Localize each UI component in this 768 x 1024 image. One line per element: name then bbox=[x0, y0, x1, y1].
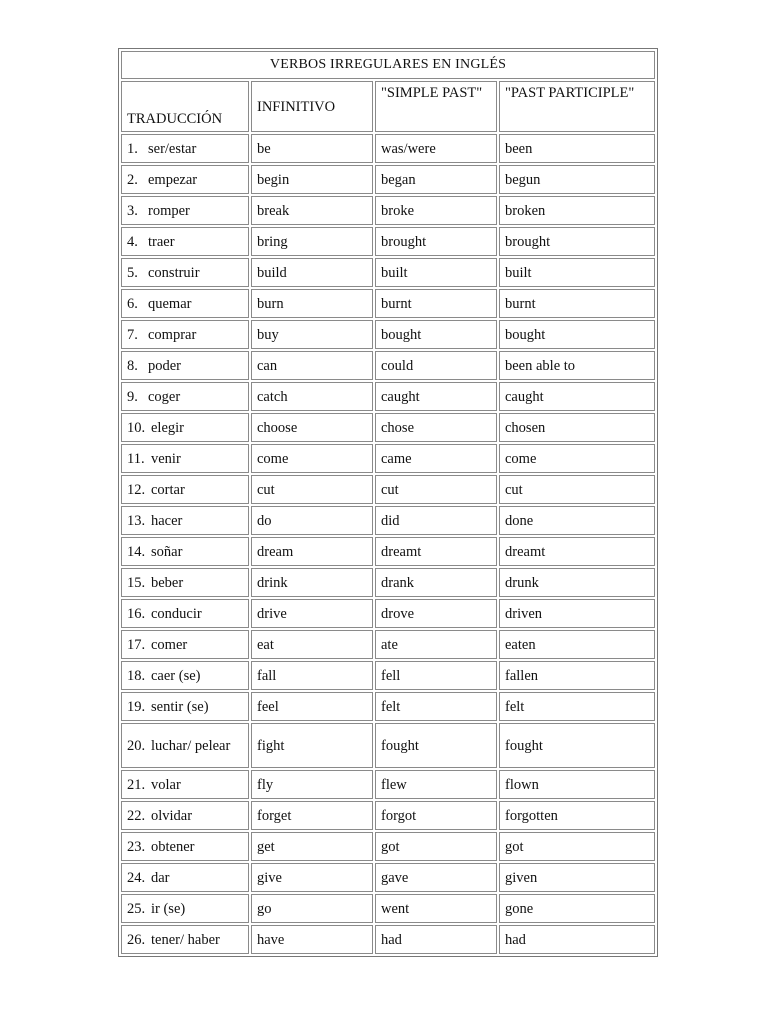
cell-traduccion bbox=[121, 196, 249, 225]
cell-past-participle: drunk bbox=[499, 568, 655, 597]
row-number: 26. bbox=[127, 931, 146, 948]
cell-traduccion bbox=[121, 692, 249, 721]
cell-past-participle: caught bbox=[499, 382, 655, 411]
cell-simple-past: felt bbox=[375, 692, 497, 721]
cell-infinitivo: have bbox=[251, 925, 373, 954]
traduccion-wrap bbox=[127, 606, 243, 622]
cell-simple-past: bought bbox=[375, 320, 497, 349]
row-number: 24. bbox=[127, 869, 146, 886]
cell-simple-past: was/were bbox=[375, 134, 497, 163]
cell-simple-past: cut bbox=[375, 475, 497, 504]
cell-traduccion bbox=[121, 863, 249, 892]
cell-past-participle: broken bbox=[499, 196, 655, 225]
traduccion-wrap bbox=[127, 141, 243, 157]
traduccion-text: ser/estar bbox=[148, 140, 197, 157]
cell-traduccion bbox=[121, 537, 249, 566]
cell-infinitivo: feel bbox=[251, 692, 373, 721]
row-number: 19. bbox=[127, 698, 146, 715]
row-number: 15. bbox=[127, 574, 146, 591]
cell-simple-past: caught bbox=[375, 382, 497, 411]
table-row bbox=[121, 832, 655, 861]
header-simple-past: "SIMPLE PAST" bbox=[375, 81, 497, 132]
row-number: 23. bbox=[127, 838, 146, 855]
traduccion-wrap bbox=[127, 839, 243, 855]
cell-infinitivo: begin bbox=[251, 165, 373, 194]
row-number: 3. bbox=[127, 202, 138, 219]
traduccion-wrap bbox=[127, 358, 243, 374]
cell-simple-past: brought bbox=[375, 227, 497, 256]
cell-infinitivo: bring bbox=[251, 227, 373, 256]
cell-traduccion bbox=[121, 832, 249, 861]
row-number: 16. bbox=[127, 605, 146, 622]
cell-traduccion bbox=[121, 723, 249, 768]
traduccion-text: conducir bbox=[151, 605, 202, 622]
row-number: 5. bbox=[127, 264, 138, 281]
cell-simple-past: broke bbox=[375, 196, 497, 225]
cell-past-participle: brought bbox=[499, 227, 655, 256]
row-number: 4. bbox=[127, 233, 138, 250]
traduccion-wrap bbox=[127, 544, 243, 560]
traduccion-text: olvidar bbox=[151, 807, 193, 824]
cell-infinitivo: catch bbox=[251, 382, 373, 411]
cell-infinitivo: build bbox=[251, 258, 373, 287]
traduccion-text: venir bbox=[151, 450, 181, 467]
traduccion-text: elegir bbox=[151, 419, 185, 436]
traduccion-wrap bbox=[127, 420, 243, 436]
cell-traduccion bbox=[121, 506, 249, 535]
table-row bbox=[121, 258, 655, 287]
table-row bbox=[121, 568, 655, 597]
header-infinitivo: INFINITIVO bbox=[251, 81, 373, 132]
cell-simple-past: drove bbox=[375, 599, 497, 628]
cell-simple-past: burnt bbox=[375, 289, 497, 318]
cell-simple-past: ate bbox=[375, 630, 497, 659]
traduccion-wrap bbox=[127, 777, 243, 793]
table-row bbox=[121, 925, 655, 954]
traduccion-wrap bbox=[127, 738, 243, 754]
traduccion-wrap bbox=[127, 668, 243, 684]
cell-past-participle: done bbox=[499, 506, 655, 535]
cell-simple-past: began bbox=[375, 165, 497, 194]
cell-traduccion bbox=[121, 894, 249, 923]
cell-infinitivo: cut bbox=[251, 475, 373, 504]
table-row bbox=[121, 196, 655, 225]
cell-simple-past: gave bbox=[375, 863, 497, 892]
table-title: VERBOS IRREGULARES EN INGLÉS bbox=[121, 51, 655, 79]
cell-simple-past: fought bbox=[375, 723, 497, 768]
cell-infinitivo: choose bbox=[251, 413, 373, 442]
cell-traduccion bbox=[121, 444, 249, 473]
table-row bbox=[121, 134, 655, 163]
table-row bbox=[121, 723, 655, 768]
cell-infinitivo: go bbox=[251, 894, 373, 923]
traduccion-text: tener/ haber bbox=[151, 931, 220, 948]
cell-past-participle: driven bbox=[499, 599, 655, 628]
cell-past-participle: given bbox=[499, 863, 655, 892]
traduccion-wrap bbox=[127, 870, 243, 886]
traduccion-wrap bbox=[127, 296, 243, 312]
row-number: 7. bbox=[127, 326, 138, 343]
row-number: 8. bbox=[127, 357, 138, 374]
table-row bbox=[121, 351, 655, 380]
traduccion-text: luchar/ pelear bbox=[151, 737, 231, 754]
cell-past-participle: begun bbox=[499, 165, 655, 194]
table-row bbox=[121, 801, 655, 830]
traduccion-text: obtener bbox=[151, 838, 195, 855]
cell-traduccion bbox=[121, 661, 249, 690]
traduccion-text: volar bbox=[151, 776, 181, 793]
traduccion-wrap bbox=[127, 234, 243, 250]
cell-simple-past: dreamt bbox=[375, 537, 497, 566]
cell-infinitivo: buy bbox=[251, 320, 373, 349]
table-row bbox=[121, 599, 655, 628]
traduccion-text: ir (se) bbox=[151, 900, 186, 917]
traduccion-text: beber bbox=[151, 574, 184, 591]
row-number: 12. bbox=[127, 481, 146, 498]
cell-past-participle: felt bbox=[499, 692, 655, 721]
traduccion-text: construir bbox=[148, 264, 200, 281]
irregular-verbs-table bbox=[118, 48, 658, 957]
table-row bbox=[121, 692, 655, 721]
table-row bbox=[121, 289, 655, 318]
cell-infinitivo: can bbox=[251, 351, 373, 380]
cell-simple-past: chose bbox=[375, 413, 497, 442]
row-number: 9. bbox=[127, 388, 138, 405]
cell-infinitivo: dream bbox=[251, 537, 373, 566]
cell-simple-past: could bbox=[375, 351, 497, 380]
cell-past-participle: fallen bbox=[499, 661, 655, 690]
cell-infinitivo: burn bbox=[251, 289, 373, 318]
cell-simple-past: fell bbox=[375, 661, 497, 690]
table-row bbox=[121, 863, 655, 892]
cell-past-participle: burnt bbox=[499, 289, 655, 318]
table-row bbox=[121, 661, 655, 690]
cell-traduccion bbox=[121, 599, 249, 628]
cell-past-participle: been able to bbox=[499, 351, 655, 380]
traduccion-text: dar bbox=[151, 869, 170, 886]
row-number: 2. bbox=[127, 171, 138, 188]
cell-infinitivo: give bbox=[251, 863, 373, 892]
traduccion-wrap bbox=[127, 389, 243, 405]
cell-past-participle: fought bbox=[499, 723, 655, 768]
traduccion-text: poder bbox=[148, 357, 182, 374]
table-row bbox=[121, 630, 655, 659]
traduccion-wrap bbox=[127, 203, 243, 219]
table-header-row bbox=[121, 81, 655, 132]
table-row bbox=[121, 475, 655, 504]
traduccion-wrap bbox=[127, 172, 243, 188]
row-number: 1. bbox=[127, 140, 138, 157]
cell-traduccion bbox=[121, 320, 249, 349]
cell-simple-past: forgot bbox=[375, 801, 497, 830]
table-row bbox=[121, 413, 655, 442]
traduccion-wrap bbox=[127, 637, 243, 653]
traduccion-text: hacer bbox=[151, 512, 183, 529]
row-number: 21. bbox=[127, 776, 146, 793]
traduccion-text: sentir (se) bbox=[151, 698, 209, 715]
cell-traduccion bbox=[121, 382, 249, 411]
table-row bbox=[121, 537, 655, 566]
cell-past-participle: forgotten bbox=[499, 801, 655, 830]
cell-simple-past: drank bbox=[375, 568, 497, 597]
cell-traduccion bbox=[121, 351, 249, 380]
traduccion-wrap bbox=[127, 265, 243, 281]
table-row bbox=[121, 894, 655, 923]
cell-past-participle: gone bbox=[499, 894, 655, 923]
cell-simple-past: did bbox=[375, 506, 497, 535]
cell-infinitivo: eat bbox=[251, 630, 373, 659]
table-title-row bbox=[121, 51, 655, 79]
traduccion-wrap bbox=[127, 575, 243, 591]
traduccion-wrap bbox=[127, 513, 243, 529]
traduccion-wrap bbox=[127, 482, 243, 498]
cell-traduccion bbox=[121, 770, 249, 799]
header-past-participle: "PAST PARTICIPLE" bbox=[499, 81, 655, 132]
cell-past-participle: got bbox=[499, 832, 655, 861]
cell-infinitivo: drive bbox=[251, 599, 373, 628]
traduccion-text: comer bbox=[151, 636, 188, 653]
cell-infinitivo: come bbox=[251, 444, 373, 473]
cell-simple-past: built bbox=[375, 258, 497, 287]
row-number: 13. bbox=[127, 512, 146, 529]
cell-traduccion bbox=[121, 413, 249, 442]
table-row bbox=[121, 770, 655, 799]
cell-infinitivo: drink bbox=[251, 568, 373, 597]
cell-infinitivo: forget bbox=[251, 801, 373, 830]
cell-past-participle: chosen bbox=[499, 413, 655, 442]
traduccion-wrap bbox=[127, 808, 243, 824]
cell-traduccion bbox=[121, 227, 249, 256]
cell-simple-past: went bbox=[375, 894, 497, 923]
cell-traduccion bbox=[121, 134, 249, 163]
cell-past-participle: bought bbox=[499, 320, 655, 349]
cell-past-participle: been bbox=[499, 134, 655, 163]
traduccion-text: romper bbox=[148, 202, 190, 219]
table-row bbox=[121, 444, 655, 473]
table-row bbox=[121, 506, 655, 535]
traduccion-text: soñar bbox=[151, 543, 183, 560]
header-traduccion: TRADUCCIÓN bbox=[121, 81, 249, 132]
cell-past-participle: eaten bbox=[499, 630, 655, 659]
table-row bbox=[121, 382, 655, 411]
row-number: 6. bbox=[127, 295, 138, 312]
row-number: 14. bbox=[127, 543, 146, 560]
cell-traduccion bbox=[121, 568, 249, 597]
traduccion-wrap bbox=[127, 327, 243, 343]
cell-past-participle: had bbox=[499, 925, 655, 954]
cell-traduccion bbox=[121, 925, 249, 954]
row-number: 25. bbox=[127, 900, 146, 917]
traduccion-text: cortar bbox=[151, 481, 185, 498]
traduccion-wrap bbox=[127, 699, 243, 715]
table-row bbox=[121, 320, 655, 349]
cell-traduccion bbox=[121, 475, 249, 504]
cell-traduccion bbox=[121, 801, 249, 830]
cell-past-participle: built bbox=[499, 258, 655, 287]
cell-simple-past: flew bbox=[375, 770, 497, 799]
cell-simple-past: got bbox=[375, 832, 497, 861]
row-number: 17. bbox=[127, 636, 146, 653]
verbs-sheet bbox=[118, 48, 658, 957]
cell-infinitivo: fight bbox=[251, 723, 373, 768]
cell-simple-past: came bbox=[375, 444, 497, 473]
traduccion-text: comprar bbox=[148, 326, 197, 343]
cell-traduccion bbox=[121, 630, 249, 659]
cell-past-participle: dreamt bbox=[499, 537, 655, 566]
traduccion-text: traer bbox=[148, 233, 175, 250]
cell-traduccion bbox=[121, 258, 249, 287]
row-number: 10. bbox=[127, 419, 146, 436]
cell-infinitivo: get bbox=[251, 832, 373, 861]
cell-infinitivo: be bbox=[251, 134, 373, 163]
table-row bbox=[121, 165, 655, 194]
traduccion-text: caer (se) bbox=[151, 667, 201, 684]
cell-infinitivo: break bbox=[251, 196, 373, 225]
row-number: 22. bbox=[127, 807, 146, 824]
row-number: 11. bbox=[127, 450, 145, 467]
traduccion-wrap bbox=[127, 451, 243, 467]
traduccion-wrap bbox=[127, 901, 243, 917]
traduccion-text: quemar bbox=[148, 295, 192, 312]
cell-traduccion bbox=[121, 165, 249, 194]
cell-past-participle: flown bbox=[499, 770, 655, 799]
row-number: 18. bbox=[127, 667, 146, 684]
traduccion-wrap bbox=[127, 932, 243, 948]
traduccion-text: coger bbox=[148, 388, 181, 405]
table-row bbox=[121, 227, 655, 256]
cell-past-participle: cut bbox=[499, 475, 655, 504]
cell-infinitivo: fly bbox=[251, 770, 373, 799]
cell-infinitivo: fall bbox=[251, 661, 373, 690]
traduccion-text: empezar bbox=[148, 171, 198, 188]
cell-past-participle: come bbox=[499, 444, 655, 473]
cell-simple-past: had bbox=[375, 925, 497, 954]
row-number: 20. bbox=[127, 737, 146, 754]
cell-traduccion bbox=[121, 289, 249, 318]
cell-infinitivo: do bbox=[251, 506, 373, 535]
